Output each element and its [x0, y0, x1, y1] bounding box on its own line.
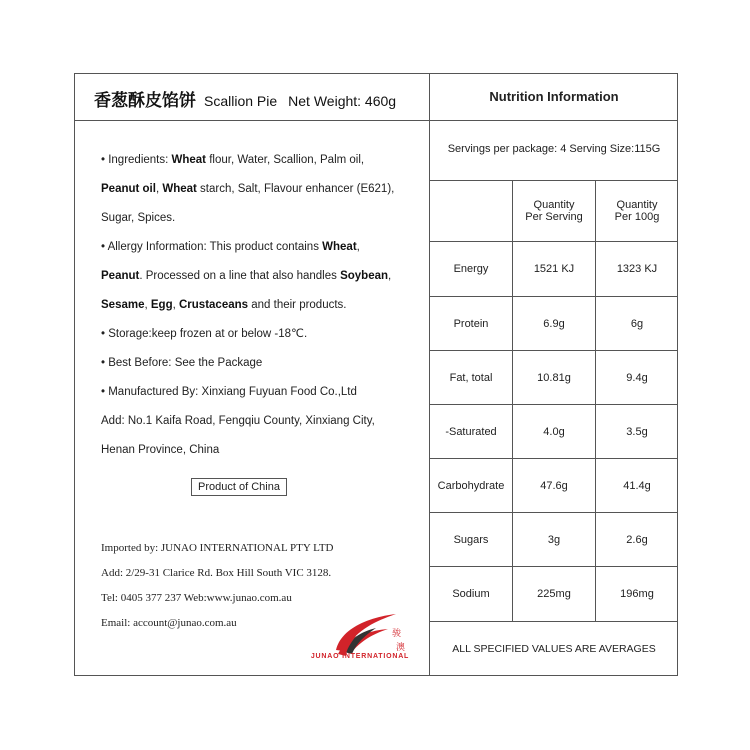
nutrient-name: Carbohydrate [437, 480, 505, 492]
column-header-per-100g: Quantity Per 100g [614, 199, 660, 223]
manufacturer-address-line: Henan Province, China [101, 444, 220, 456]
nutrient-per-100g: 9.4g [626, 372, 648, 384]
best-before-line: • Best Before: See the Package [101, 357, 263, 369]
nutrient-per-serving: 10.81g [537, 372, 571, 384]
nutrient-per-100g: 196mg [620, 588, 654, 600]
nutrient-per-100g: 3.5g [626, 426, 648, 438]
logo-cn-char: 骏 [392, 629, 402, 639]
product-name-en: Scallion Pie [204, 93, 278, 109]
nutrient-per-100g: 6g [630, 318, 644, 330]
storage-line: • Storage:keep frozen at or below -18℃. [101, 328, 308, 340]
ingredients-line: Sugar, Spices. [101, 212, 176, 224]
nutrient-per-serving: 3g [547, 534, 561, 546]
nutrient-name: -Saturated [445, 426, 497, 438]
nutrient-per-serving: 4.0g [543, 426, 565, 438]
nutrient-per-100g: 1323 KJ [616, 263, 658, 275]
nutrient-per-100g: 41.4g [623, 480, 651, 492]
nutrient-name: Protein [453, 318, 489, 330]
manufacturer-line: • Manufactured By: Xinxiang Fuyuan Food Co.,Ltd [101, 386, 357, 398]
nutrition-title: Nutrition Information [489, 89, 619, 104]
allergy-line: Peanut. Processed on a line that also handles Soybean, [101, 270, 392, 282]
manufacturer-address-line: Add: No.1 Kaifa Road, Fengqiu County, Xinxiang City, [101, 415, 375, 427]
nutrient-per-serving: 1521 KJ [533, 263, 575, 275]
net-weight: Net Weight: 460g [288, 93, 397, 109]
product-name-cn: 香葱酥皮馅饼 [94, 91, 196, 111]
logo-cn-char: 澳 [396, 643, 406, 653]
nutrient-per-serving: 6.9g [543, 318, 565, 330]
product-info [101, 146, 421, 465]
ingredients-line: • Ingredients: Wheat flour, Water, Scallion, Palm oil, [101, 154, 365, 166]
nutrient-per-serving: 47.6g [540, 480, 568, 492]
importer-address: Add: 2/29-31 Clarice Rd. Box Hill South VIC 3128. [101, 567, 332, 579]
nutrient-name: Energy [453, 263, 489, 275]
nutrient-name: Fat, total [449, 372, 493, 384]
nutrient-per-100g: 2.6g [626, 534, 648, 546]
servings-info: Servings per package: 4 Serving Size:115G [447, 143, 661, 155]
importer-contact: Tel: 0405 377 237 Web:www.junao.com.au [101, 592, 292, 604]
allergy-line: Sesame, Egg, Crustaceans and their products. [101, 299, 347, 311]
ingredients-line: Peanut oil, Wheat starch, Salt, Flavour enhancer (E621), [101, 183, 395, 195]
importer-name: Imported by: JUNAO INTERNATIONAL PTY LTD [101, 542, 334, 554]
nutrient-name: Sodium [452, 588, 490, 600]
importer-email: Email: account@junao.com.au [101, 617, 237, 629]
column-header-per-serving: Quantity Per Serving [525, 199, 583, 223]
product-title [94, 86, 396, 110]
logo-wordmark: JUNAO INTERNATIONAL [310, 653, 410, 660]
allergy-line: • Allergy Information: This product contains Wheat, [101, 241, 360, 253]
nutrient-per-serving: 225mg [537, 588, 571, 600]
nutrient-name: Sugars [453, 534, 489, 546]
origin-badge: Product of China [191, 478, 287, 496]
averages-footnote: ALL SPECIFIED VALUES ARE AVERAGES [452, 643, 656, 655]
